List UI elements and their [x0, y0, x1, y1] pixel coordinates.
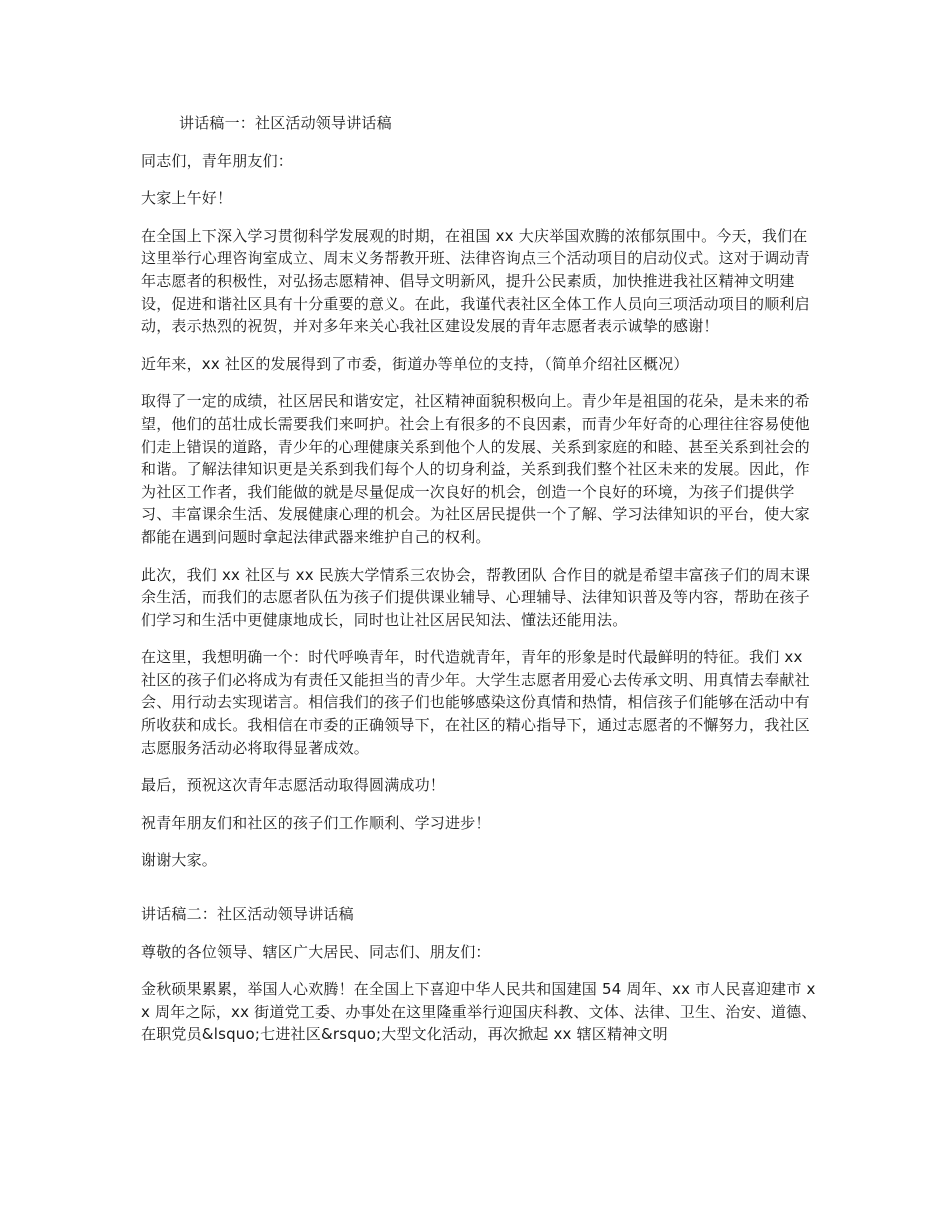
document-body — [141, 112, 821, 1046]
speech2-paragraph: 金秋硕果累累，举国人心欢腾！在全国上下喜迎中华人民共和国建国 54 周年、xx 市人民喜迎建市 xx 周年之际，xx 街道党工委、办事处在这里隆重举行迎国庆科教、文体、法律、卫生、治安、道德、在职党员&lsquo;七进社区&rsquo;大型文化活动，再次掀起 xx 辖区精神文明 — [141, 980, 817, 1044]
speech2-title: 讲话稿二：社区活动领导讲话稿 — [141, 905, 354, 924]
speech1-thanks: 谢谢大家。 — [141, 851, 218, 870]
speech1-paragraph: 取得了一定的成绩，社区居民和谐安定，社区精神面貌积极向上。青少年是祖国的花朵，是未来的希望，他们的茁壮成长需要我们来呵护。社会上有很多的不良因素，而青少年好奇的心理往往容易使他们走上错误的道路，青少年的心理健康关系到他个人的发展、关系到家庭的和睦、甚至关系到社会的和谐。了解法律知识更是关系到我们每个人的切身利益，关系到我们整个社区未来的发展。因此，作为社区工作者，我们能做的就是尽量促成一次良好的机会，创造一个良好的环境，为孩子们提供学习、丰富课余生活、发展健康心理的机会。为社区居民提供一个了解、学习法律知识的平台，使大家都能在遇到问题时拿起法律武器来维护自己的权利。 — [141, 392, 810, 546]
speech1-paragraph: 在全国上下深入学习贯彻科学发展观的时期，在祖国 xx 大庆举国欢腾的浓郁氛围中。今天，我们在这里举行心理咨询室成立、周末义务帮教开班、法律咨询点三个活动项目的启动仪式。这对于调动青年志愿者的积极性，对弘扬志愿精神、倡导文明新风，提升公民素质，加快推进我社区精神文明建设，促进和谐社区具有十分重要的意义。在此，我谨代表社区全体工作人员向三项活动项目的顺利启动，表示热烈的祝贺，并对多年来关心我社区建设发展的青年志愿者表示诚挚的感谢！ — [141, 226, 810, 336]
speech1-wishes: 祝青年朋友们和社区的孩子们工作顺利、学习进步！ — [141, 813, 491, 832]
speech2-salutation: 尊敬的各位领导、辖区广大居民、同志们、朋友们： — [141, 942, 491, 961]
speech1-salutation: 同志们，青年朋友们： — [141, 151, 294, 170]
speech1-paragraph: 此次，我们 xx 社区与 xx 民族大学情系三农协会，帮教团队 合作目的就是希望丰富孩子们的周末课余生活，而我们的志愿者队伍为孩子们提供课业辅导、心理辅导、法律知识普及等内容，帮助在孩子们学习和生活中更健康地成长，同时也让社区居民知法、懂法还能用法。 — [141, 565, 811, 629]
speech1-paragraph: 近年来，xx 社区的发展得到了市委，街道办等单位的支持，（简单介绍社区概况） — [141, 354, 689, 373]
speech1-title: 讲话稿一：社区活动领导讲话稿 — [179, 114, 392, 132]
speech1-closing: 最后，预祝这次青年志愿活动取得圆满成功！ — [141, 776, 446, 795]
speech1-greeting: 大家上午好！ — [141, 189, 233, 208]
speech1-paragraph: 在这里，我想明确一个：时代呼唤青年，时代造就青年，青年的形象是时代最鲜明的特征。我们 xx 社区的孩子们必将成为有责任又能担当的青少年。大学生志愿者用爱心去传承文明、用真情去奉献社会、用行动去实现诺言。相信我们的孩子们也能够感染这份真情和热情，相信孩子们能够在活动中有所收获和成长。我相信在市委的正确领导下，在社区的精心指导下，通过志愿者的不懈努力，我社区志愿服务活动必将取得显著成效。 — [141, 648, 810, 757]
